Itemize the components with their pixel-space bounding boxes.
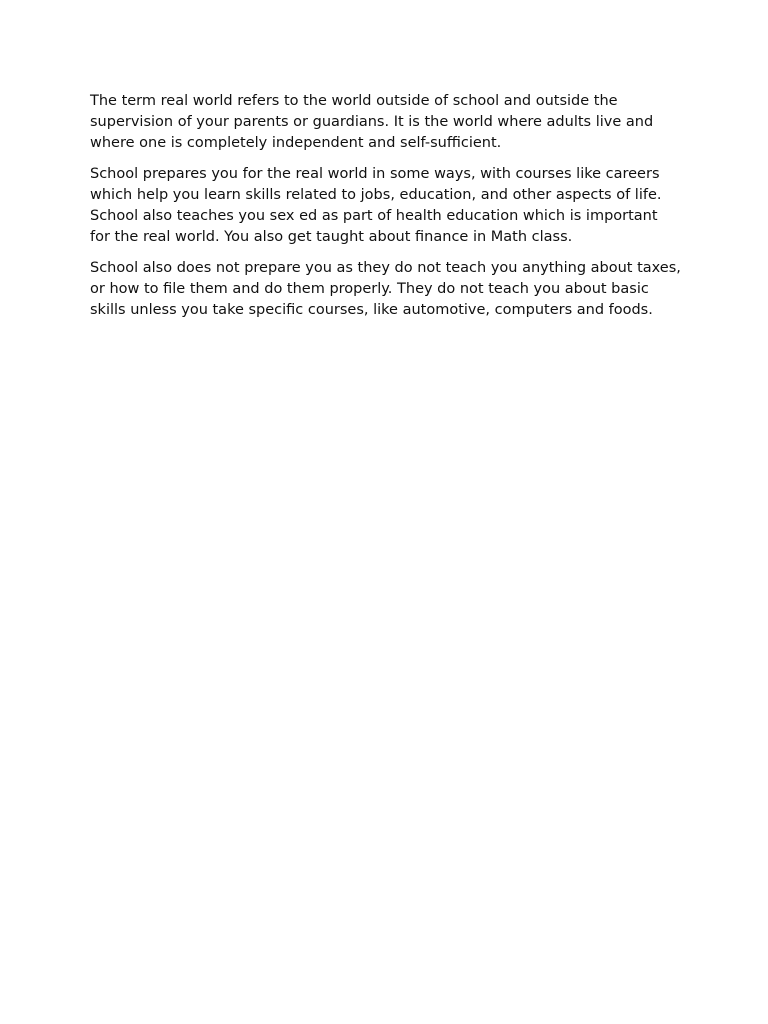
paragraph-1: The term real world refers to the world outside of school and outside the supervision of your parents or guardians. It is the world where adults live and where one is completely independent and self-sufficient. — [90, 93, 654, 151]
paragraph-2: School prepares you for the real world in some ways, with courses like careers which help you learn skills related to jobs, education, and other aspects of life. School also teaches you sex ed as part of health education which is important for the real world. You also get taught about finance in Math class. — [90, 166, 662, 245]
document-body — [90, 91, 682, 331]
paragraph-3: School also does not prepare you as they do not teach you anything about taxes, or how to file them and do them properly. They do not teach you about basic skills unless you take specific courses, like automotive, computers and foods. — [90, 260, 681, 318]
